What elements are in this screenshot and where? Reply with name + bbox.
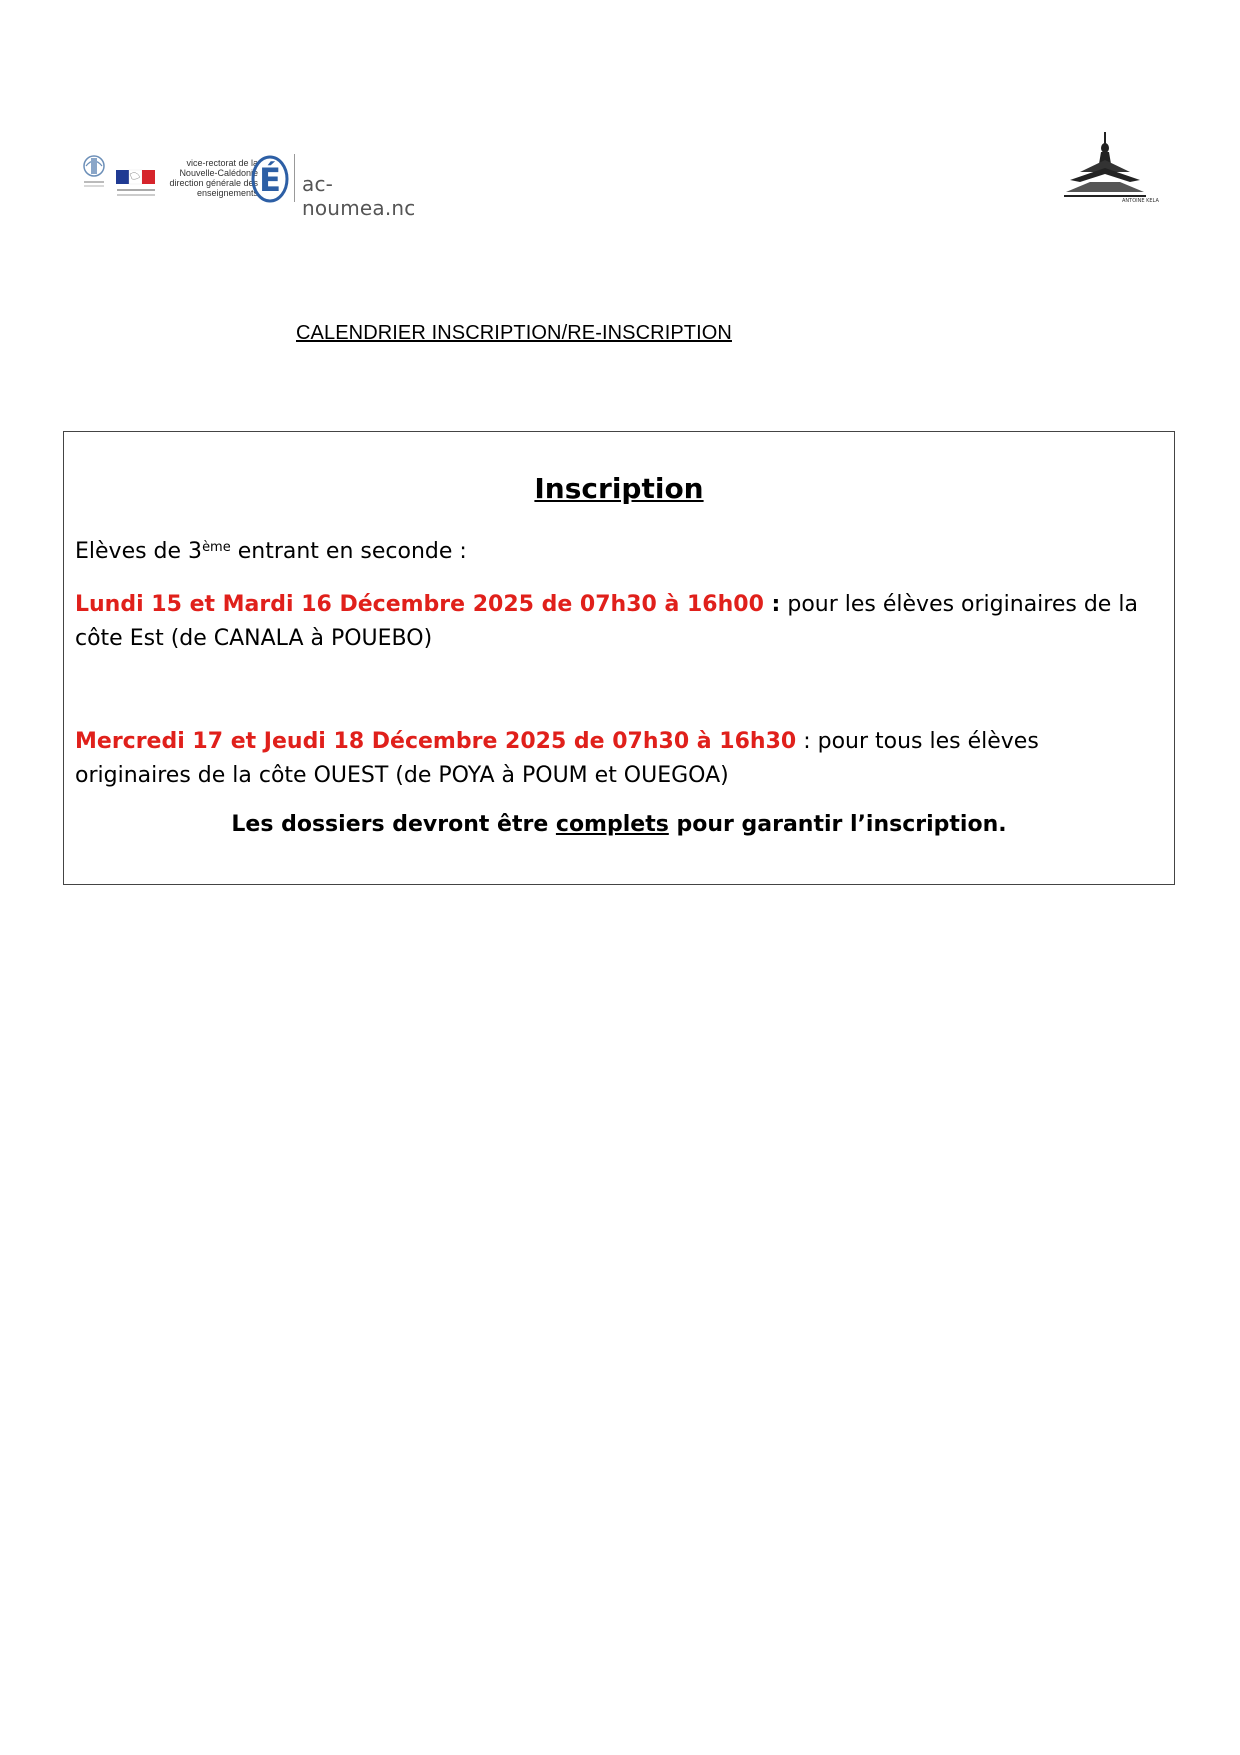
closing-after: pour garantir l’inscription. xyxy=(668,812,1007,837)
school-building-logo-icon xyxy=(1060,130,1159,205)
intro-suffix: entrant en seconde : xyxy=(230,539,467,564)
intro-paragraph xyxy=(75,535,1156,569)
session-east-paragraph xyxy=(75,588,1156,656)
vice-rectorat-wordmark: vice-rectorat de la Nouvelle-Calédonie direction générale des enseignements xyxy=(169,158,258,198)
intro-prefix: Elèves de 3 xyxy=(75,539,203,564)
session-east-colon: : xyxy=(763,592,781,617)
svg-text:É: É xyxy=(259,161,281,199)
session-west-paragraph xyxy=(75,725,1156,793)
education-e-logo-icon xyxy=(250,148,290,204)
closing-note xyxy=(64,812,1174,837)
session-east-dates: Lundi 15 et Mardi 16 Décembre 2025 de 07h30 à 16h00 xyxy=(75,592,764,617)
republique-francaise-logo-icon xyxy=(116,168,156,202)
session-east-text: pour les élèves originaires de la côte Est (de CANALA à POUEBO) xyxy=(75,592,1138,651)
document-title: CALENDRIER INSCRIPTION/RE-INSCRIPTION xyxy=(296,322,732,344)
inscription-box xyxy=(63,431,1175,885)
session-west-dates: Mercredi 17 et Jeudi 18 Décembre 2025 de 07h30 à 16h30 xyxy=(75,729,797,754)
intro-superscript: ème xyxy=(202,540,231,555)
closing-emphasis: complets xyxy=(555,812,669,837)
box-heading: Inscription xyxy=(534,472,704,505)
new-caledonia-emblem-icon xyxy=(80,152,108,192)
closing-before: Les dossiers devront être xyxy=(231,812,556,837)
logo-domain-text: ac-noumea.nc xyxy=(302,172,416,220)
session-west-text: : pour tous les élèves originaires de la côte OUEST (de POYA à POUM et OUEGOA) xyxy=(75,729,1039,788)
svg-text:ANTOINE KELA: ANTOINE KELA xyxy=(1122,198,1159,204)
logo-separator xyxy=(294,154,295,202)
